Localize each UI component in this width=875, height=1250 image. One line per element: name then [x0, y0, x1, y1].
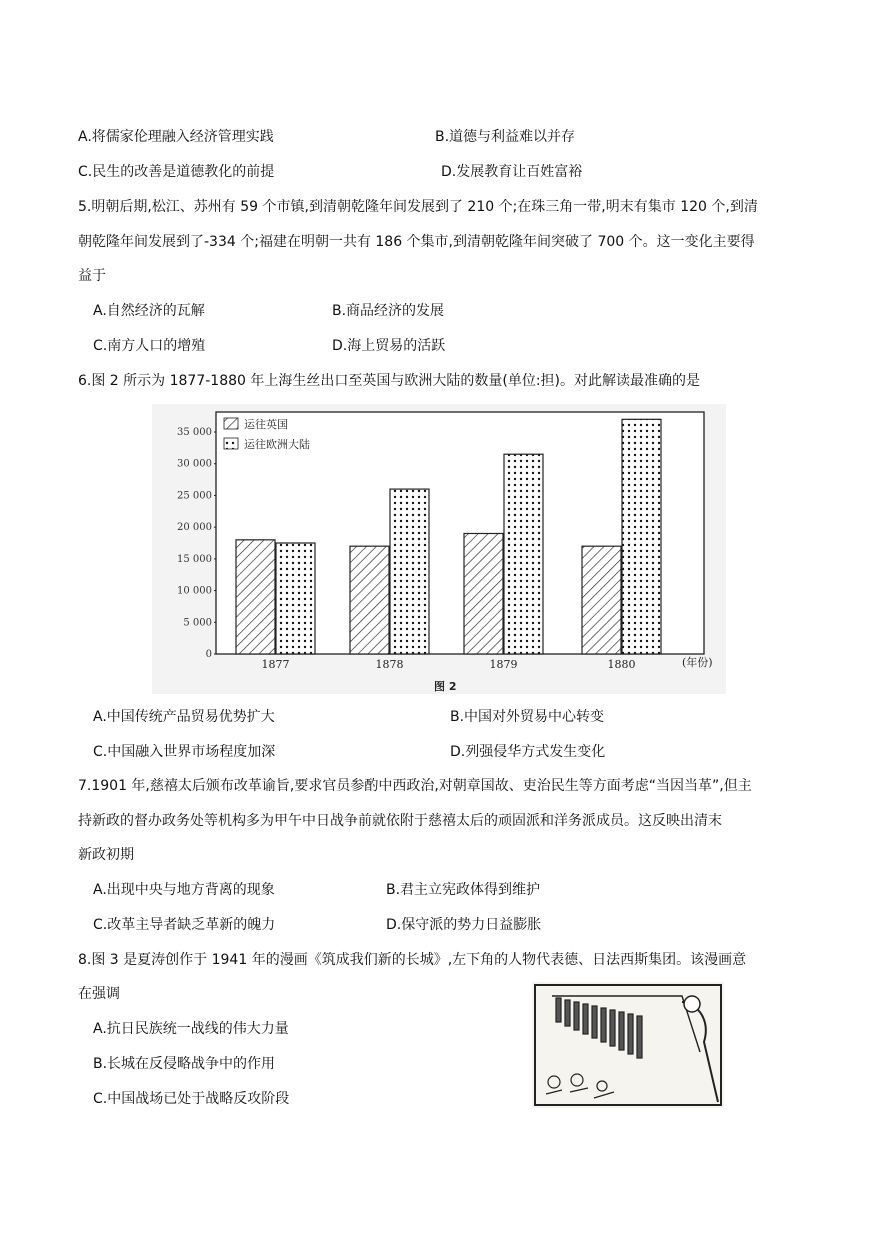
- figure-3-cartoon: [532, 982, 724, 1108]
- q5-stem-line2: 朝乾隆年间发展到了-334 个;福建在明朝一共有 186 个集市,到清朝乾隆年间突破了 700 个。这一变化主要得: [78, 234, 755, 250]
- legend-swatch-europe: [224, 438, 238, 449]
- q6-option-d: D.列强侵华方式发生变化: [450, 744, 606, 760]
- bar-uk-1879: [464, 533, 503, 654]
- x-tick-label: 1878: [375, 658, 404, 671]
- q7-option-c: C.改革主导者缺乏革新的魄力: [93, 917, 276, 933]
- bar-uk-1880: [582, 546, 621, 654]
- y-tick-label: 0: [205, 649, 212, 660]
- q6-option-b: B.中国对外贸易中心转变: [450, 709, 605, 725]
- y-tick-label: 5 000: [183, 617, 212, 629]
- q7-stem-line3: 新政初期: [78, 847, 134, 863]
- q8-stem-line2: 在强调: [78, 986, 120, 1002]
- y-tick-label: 25 000: [177, 490, 212, 502]
- legend-swatch-uk: [224, 418, 238, 429]
- legend-label-europe: 运往欧洲大陆: [244, 438, 310, 451]
- q8-option-c: C.中国战场已处于战略反攻阶段: [93, 1091, 290, 1107]
- q4-option-d: D.发展教育让百姓富裕: [441, 164, 583, 180]
- q8-stem-line1: 8.图 3 是夏涛创作于 1941 年的漫画《筑成我们新的长城》,左下角的人物代表德、日法西斯集团。该漫画意: [78, 952, 747, 968]
- q6-option-a: A.中国传统产品贸易优势扩大: [93, 709, 275, 725]
- large-figure-head: [684, 996, 700, 1012]
- q4-option-c: C.民生的改善是道德教化的前提: [78, 164, 275, 180]
- q8-option-b: B.长城在反侵略战争中的作用: [93, 1056, 276, 1072]
- q5-option-c: C.南方人口的增殖: [93, 338, 206, 354]
- figure-2-chart: [152, 404, 726, 694]
- y-tick-label: 35 000: [177, 427, 212, 438]
- q7-option-d: D.保守派的势力日益膨胀: [386, 917, 542, 933]
- chart-svg: [152, 404, 726, 694]
- y-tick-label: 20 000: [177, 522, 212, 534]
- q7-stem-line1: 7.1901 年,慈禧太后颁布改革谕旨,要求官员参酌中西政治,对朝章国故、吏治民生等方面考虑“当因当革”,但主: [78, 778, 752, 794]
- legend-label-uk: 运往英国: [244, 418, 288, 431]
- q5-option-d: D.海上贸易的活跃: [332, 338, 446, 354]
- x-axis-label: (年份): [682, 656, 713, 669]
- q7-option-a: A.出现中央与地方背离的现象: [93, 882, 275, 898]
- x-tick-label: 1877: [261, 658, 290, 671]
- q7-stem-line2: 持新政的督办政务处等机构多为甲午中日战争前就依附于慈禧太后的顽固派和洋务派成员。这反映出清末: [78, 813, 722, 829]
- y-tick-label: 10 000: [177, 585, 212, 597]
- cartoon-svg: [532, 982, 724, 1108]
- q5-option-b: B.商品经济的发展: [332, 303, 445, 319]
- q5-stem-line3: 益于: [78, 268, 106, 284]
- bar-europe-1879: [504, 454, 543, 654]
- q4-option-b: B.道德与利益难以并存: [435, 129, 576, 145]
- x-tick-label: 1879: [489, 658, 518, 671]
- q6-option-c: C.中国融入世界市场程度加深: [93, 744, 276, 760]
- q6-stem: 6.图 2 所示为 1877-1880 年上海生丝出口至英国与欧洲大陆的数量(单位:担)。对此解读最准确的是: [78, 373, 701, 389]
- x-tick-label: 1880: [607, 658, 636, 671]
- q5-option-a: A.自然经济的瓦解: [93, 303, 205, 319]
- figure-caption: 图 2: [434, 680, 457, 693]
- bar-europe-1878: [390, 489, 429, 654]
- bar-uk-1877: [236, 540, 275, 654]
- q5-stem-line1: 5.明朝后期,松江、苏州有 59 个市镇,到清朝乾隆年间发展到了 210 个;在珠三角一带,明末有集市 120 个,到清: [78, 199, 758, 215]
- q8-option-a: A.抗日民族统一战线的伟大力量: [93, 1021, 289, 1037]
- q7-option-b: B.君主立宪政体得到维护: [386, 882, 541, 898]
- bar-europe-1880: [622, 419, 661, 654]
- y-tick-label: 30 000: [177, 458, 212, 470]
- q4-option-a: A.将儒家伦理融入经济管理实践: [78, 129, 274, 145]
- bar-europe-1877: [276, 543, 315, 654]
- y-tick-label: 15 000: [177, 553, 212, 565]
- bar-uk-1878: [350, 546, 389, 654]
